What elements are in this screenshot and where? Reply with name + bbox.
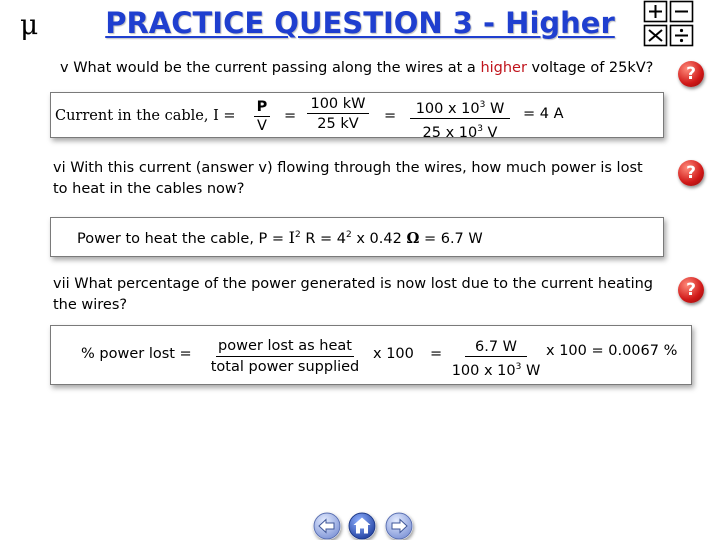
- fraction-power-values: [451, 338, 541, 382]
- fraction-v: V: [257, 118, 267, 134]
- question-vii: [53, 274, 653, 316]
- answer-vii-label: % power lost =: [81, 346, 192, 362]
- question-vi-line1: vi With this current (answer v) flowing through the wires, how much power is lost: [53, 160, 643, 176]
- question-vi-line2: to heat in the cables now?: [53, 181, 245, 197]
- fraction-si-denominator: 25 x $10^3$ V: [422, 123, 498, 141]
- ohm-symbol: Ω: [406, 230, 420, 247]
- fraction-values-numerator: 6.7 W: [465, 338, 527, 357]
- fraction-power-denominator: total power supplied: [210, 359, 360, 375]
- question-vii-line2: the wires?: [53, 297, 128, 313]
- fraction-power-words: [205, 337, 365, 378]
- fraction-si-numerator: 100 x $10^3$ W: [410, 96, 510, 119]
- help-button-vii[interactable]: ?: [678, 277, 704, 303]
- answer-v-result: = 4 A: [523, 106, 564, 122]
- help-button-v[interactable]: ?: [678, 61, 704, 87]
- back-arrow-icon[interactable]: [313, 512, 341, 540]
- question-v-text-end: voltage of 25kV?: [526, 60, 654, 76]
- fraction-power-numerator: power lost as heat: [216, 337, 354, 357]
- current-symbol: I: [288, 228, 295, 247]
- home-icon[interactable]: [348, 512, 376, 540]
- help-button-vi[interactable]: ?: [678, 160, 704, 186]
- equals-1: =: [284, 108, 297, 124]
- answer-vi: Power to heat the cable, $P = I^2$ $R = 4^2$ x 0.42 Ω = 6.7 W: [77, 228, 483, 247]
- question-vi: [53, 158, 643, 200]
- equals-3: =: [430, 346, 443, 362]
- question-vii-line1: vii What percentage of the power generated is now lost due to the current heating: [53, 276, 654, 292]
- answer-vii-result: x 100 = 0.0067 %: [546, 343, 678, 359]
- fraction-p-over-v: [254, 99, 270, 136]
- question-v-text: v What would be the current passing along the wires at a: [60, 60, 481, 76]
- question-v: [60, 58, 653, 79]
- page-title: PRACTICE QUESTION 3 - Higher: [105, 6, 615, 40]
- math-operators-icon: [643, 0, 695, 48]
- mu-symbol: μ: [20, 8, 39, 41]
- fraction-si: [410, 96, 510, 144]
- answer-v-label: Current in the cable, I =: [55, 108, 236, 124]
- forward-arrow-icon[interactable]: [385, 512, 413, 540]
- equals-2: =: [384, 108, 397, 124]
- question-v-highlight: higher: [480, 60, 527, 76]
- fraction-values-denominator: 100 x $10^3$ W: [451, 362, 541, 379]
- fraction-kw-numerator: 100 kW: [307, 95, 369, 114]
- fraction-kw-denominator: 25 kV: [317, 116, 359, 132]
- fraction-kw: [307, 95, 369, 134]
- fraction-p: P: [254, 99, 270, 117]
- times-100-a: x 100: [373, 346, 414, 362]
